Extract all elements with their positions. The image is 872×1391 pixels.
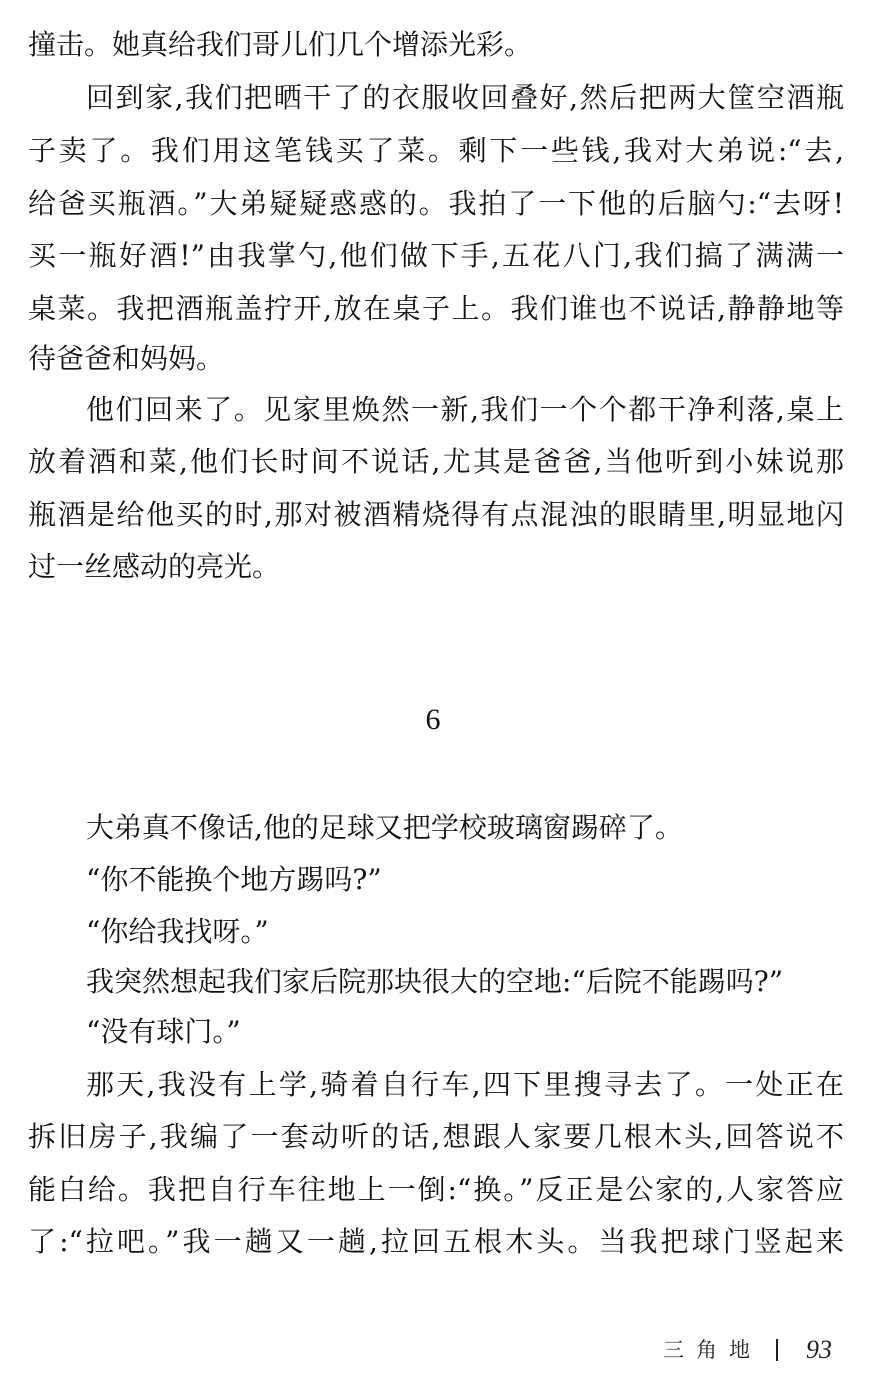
text-line: 子卖了。我们用这笔钱买了菜。剩下一些钱,我对大弟说:“去,	[28, 134, 844, 167]
page-number: 93	[806, 1335, 832, 1364]
text-line: “你给我找呀。”	[86, 915, 269, 948]
text-line: 我突然想起我们家后院那块很大的空地:“后院不能踢吗?”	[86, 965, 784, 998]
text-line: 过一丝感动的亮光。	[28, 550, 281, 583]
text-line: “你不能换个地方踢吗?”	[86, 863, 382, 896]
text-line: 他们回来了。见家里焕然一新,我们一个个都干净利落,桌上	[86, 393, 844, 426]
running-title: 三角地	[663, 1338, 762, 1362]
footer-separator	[776, 1339, 778, 1361]
text-line: 那天,我没有上学,骑着自行车,四下里搜寻去了。一处正在	[86, 1068, 844, 1101]
page-footer	[663, 1332, 832, 1368]
text-line: 大弟真不像话,他的足球又把学校玻璃窗踢碎了。	[86, 811, 683, 844]
text-line: 待爸爸和妈妈。	[28, 342, 225, 375]
text-line: 能白给。我把自行车往地上一倒:“换。”反正是公家的,人家答应	[28, 1173, 844, 1206]
text-line: 放着酒和菜,他们长时间不说话,尤其是爸爸,当他听到小妹说那	[28, 445, 844, 478]
text-line: 桌菜。我把酒瓶盖拧开,放在桌子上。我们谁也不说话,静静地等	[28, 292, 844, 325]
text-line: 给爸买瓶酒。”大弟疑疑惑惑的。我拍了一下他的后脑勺:“去呀!	[28, 187, 844, 220]
text-line: 拆旧房子,我编了一套动听的话,想跟人家要几根木头,回答说不	[28, 1120, 844, 1153]
text-line: 回到家,我们把晒干了的衣服收回叠好,然后把两大筐空酒瓶	[86, 81, 844, 114]
text-line: 撞击。她真给我们哥儿们几个增添光彩。	[28, 28, 533, 61]
section-heading: 6	[425, 703, 441, 736]
text-line: 买一瓶好酒!”由我掌勺,他们做下手,五花八门,我们搞了满满一	[28, 239, 844, 272]
text-line: 瓶酒是给他买的时,那对被酒精烧得有点混浊的眼睛里,明显地闪	[28, 498, 844, 531]
text-line: “没有球门。”	[86, 1015, 241, 1048]
text-line: 了:“拉吧。”我一趟又一趟,拉回五根木头。当我把球门竖起来	[28, 1225, 844, 1258]
